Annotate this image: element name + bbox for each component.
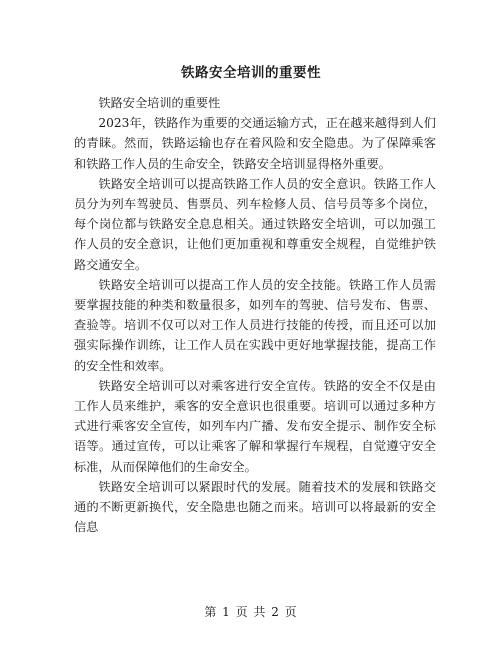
- paragraph-intro: 2023年，铁路作为重要的交通运输方式，正在越来越得到人们的青睐。然而，铁路运输也存在着风险和安全隐患。为了保障乘客和铁路工作人员的生命安全，铁路安全培训显得格外重要。: [74, 116, 436, 171]
- paragraph-subtitle: 铁路安全培训的重要性: [98, 96, 221, 110]
- page-title: 铁路安全培训的重要性: [181, 65, 321, 81]
- paragraph-awareness: 铁路安全培训可以提高铁路工作人员的安全意识。铁路工作人员分为列车驾驶员、售票员、列车检修人员、信号员等多个岗位，每个岗位都与铁路安全息息相关。通过铁路安全培训，可以加强工作人员的安全意识，让他们更加重视和尊重安全规程，自觉维护铁路交通安全。: [74, 176, 436, 272]
- paragraph-passenger-publicity: 铁路安全培训可以对乘客进行安全宣传。铁路的安全不仅是由工作人员来维护，乘客的安全意识也很重要。培训可以通过多种方式进行乘客安全宣传，如列车内广播、发布安全提示、制作安全标语等。通过宣传，可以让乘客了解和掌握行车规程，自觉遵守安全标准，从而保障他们的生命安全。: [74, 378, 436, 474]
- page-number-footer: 第 1 页 共 2 页: [204, 605, 298, 619]
- document-body: [74, 93, 436, 537]
- paragraph-skills: 铁路安全培训可以提高工作人员的安全技能。铁路工作人员需要掌握技能的种类和数量很多，如列车的驾驶、信号发布、售票、查验等。培训不仅可以对工作人员进行技能的传授，而且还可以加强实际操作训练，让工作人员在实践中更好地掌握技能，提高工作的安全性和效率。: [74, 277, 436, 373]
- paragraph-keep-up-with-times: 铁路安全培训可以紧跟时代的发展。随着技术的发展和铁路交通的不断更新换代，安全隐患也随之而来。培训可以将最新的安全信息: [74, 479, 436, 535]
